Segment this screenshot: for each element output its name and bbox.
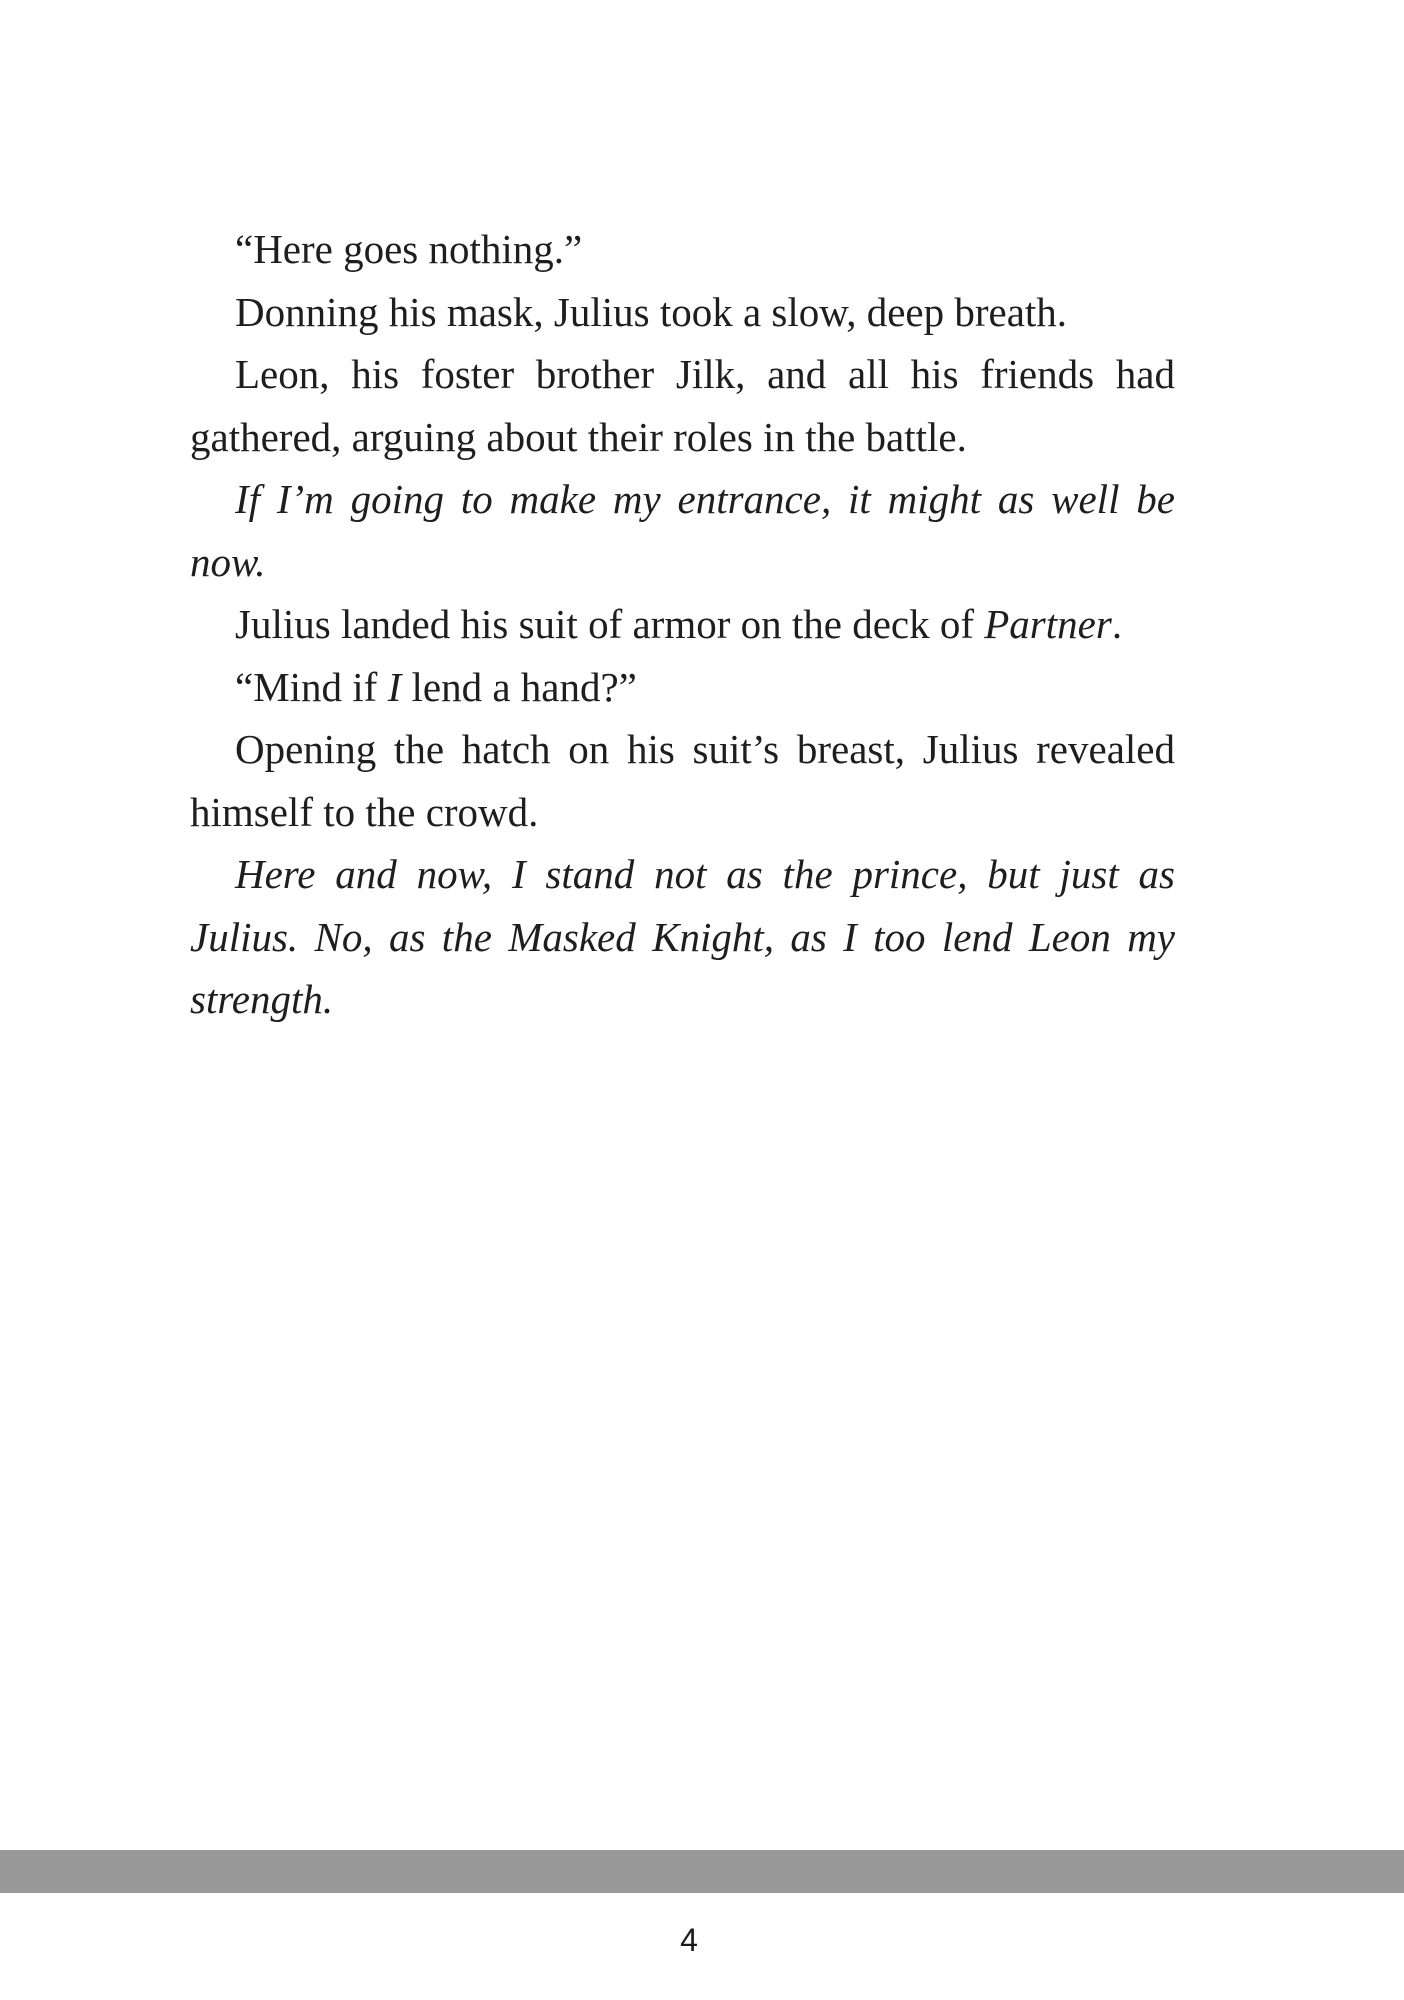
ship-name-emphasis: Partner: [984, 601, 1112, 647]
paragraph-julius-landed: [190, 593, 1175, 656]
text-segment: lend a hand?”: [401, 663, 637, 710]
paragraph-leon-gathered: Leon, his foster brother Jilk, and all his friends had gathered, arguing about their roles in the battle.: [190, 351, 1175, 460]
paragraph-opening-hatch: Opening the hatch on his suit’s breast, Julius revealed himself to the crowd.: [190, 726, 1175, 835]
paragraph-thought-entrance: If I’m going to make my entrance, it might as well be now.: [190, 476, 1175, 585]
footer-bar: [0, 1850, 1404, 1893]
paragraph-donning-mask: Donning his mask, Julius took a slow, deep breath.: [235, 288, 1068, 335]
text-segment: “Mind if: [235, 663, 388, 710]
body-text: [190, 218, 1175, 1031]
text-segment: .: [1111, 601, 1123, 647]
page-number: 4: [680, 1922, 698, 1958]
pronoun-emphasis: I: [387, 663, 402, 710]
text-segment: Julius landed his suit of armor on the deck of: [235, 601, 985, 647]
paragraph-thought-masked-knight: Here and now, I stand not as the prince, but just as Julius. No, as the Masked Knight, as I too lend Leon my strength.: [190, 851, 1175, 1022]
paragraph-dialogue-here-goes-nothing: “Here goes nothing.”: [235, 226, 583, 272]
paragraph-dialogue-lend-hand: [190, 656, 1175, 719]
